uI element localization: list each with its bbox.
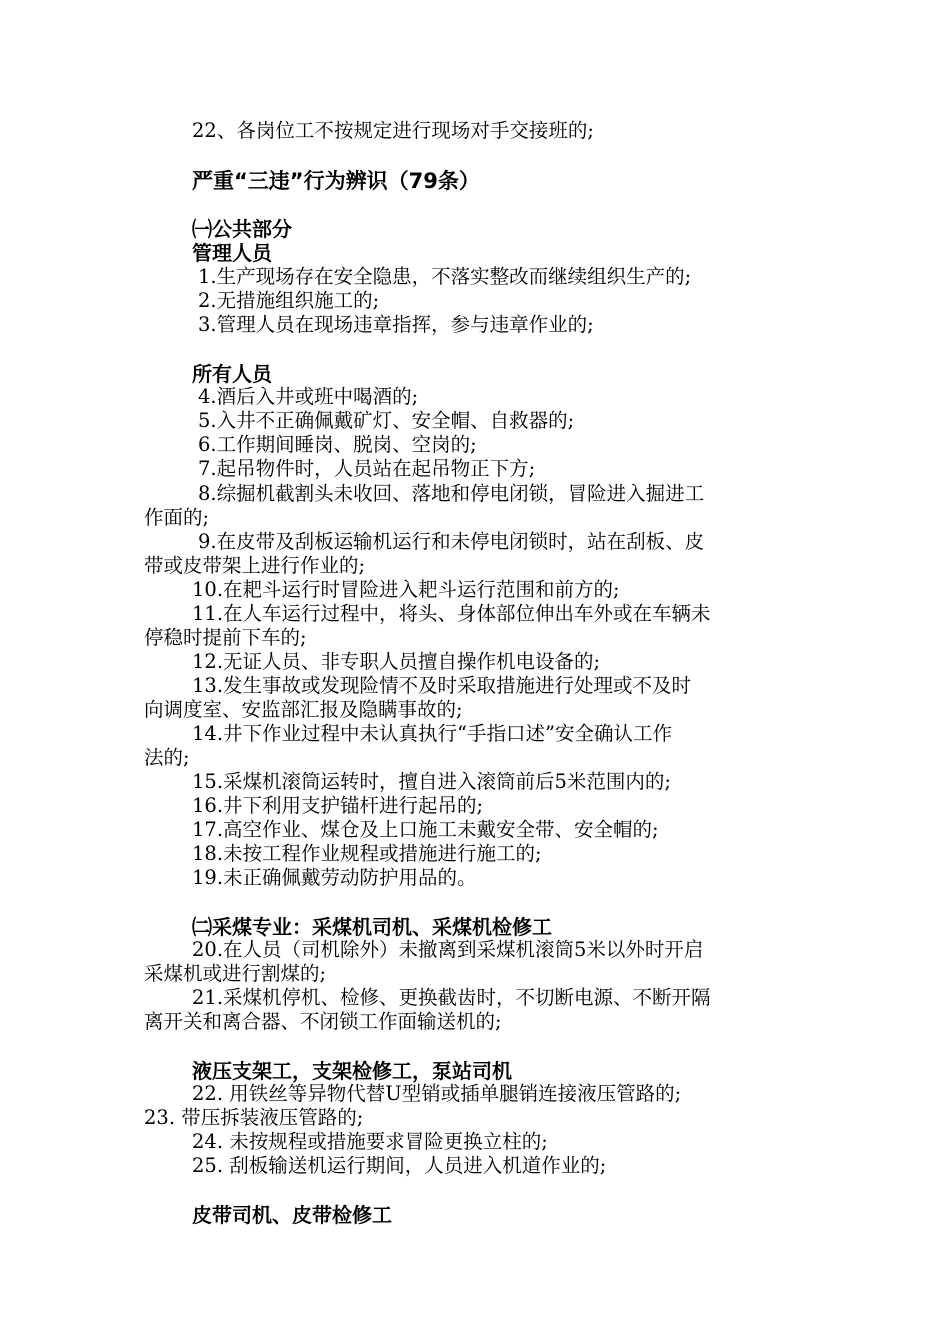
list-item: 20.在人员（司机除外）未撤离到采煤机滚筒5米以外时开启 <box>192 938 704 961</box>
list-item-continuation: 带或皮带架上进行作业的; <box>144 554 366 577</box>
list-item: 11.在人车运行过程中，将头、身体部位伸出车外或在车辆未 <box>192 602 711 625</box>
list-item: 24. 未按规程或措施要求冒险更换立柱的; <box>192 1130 548 1153</box>
subsection-heading: 皮带司机、皮带检修工 <box>192 1203 392 1227</box>
list-item: 16.井下利用支护锚杆进行起吊的; <box>192 794 484 817</box>
list-item-continuation: 向调度室、安监部汇报及隐瞒事故的; <box>144 698 463 721</box>
list-item: 5.入井不正确佩戴矿灯、安全帽、自救器的; <box>198 409 575 432</box>
list-item: 2.无措施组织施工的; <box>198 289 380 312</box>
list-item: 6.工作期间睡岗、脱岗、空岗的; <box>198 433 477 456</box>
section-heading: ㈠公共部分 <box>192 217 292 241</box>
list-item: 4.酒后入井或班中喝酒的; <box>198 385 419 408</box>
section-heading: ㈡采煤专业：采煤机司机、采煤机检修工 <box>192 915 552 939</box>
list-item: 12.无证人员、非专职人员擅自操作机电设备的; <box>192 650 601 673</box>
subsection-heading: 管理人员 <box>192 241 272 265</box>
list-item-continuation: 停稳时提前下车的; <box>144 626 307 649</box>
section-title: 严重“三违”行为辨识（79条） <box>192 169 480 193</box>
list-item: 7.起吊物件时，人员站在起吊物正下方; <box>198 457 536 480</box>
list-item: 25. 刮板输送机运行期间，人员进入机道作业的; <box>192 1154 607 1177</box>
list-item: 14.井下作业过程中未认真执行“手指口述”安全确认工作 <box>192 722 672 745</box>
list-item: 1.生产现场存在安全隐患，不落实整改而继续组织生产的; <box>198 265 692 288</box>
list-item: 18.未按工程作业规程或措施进行施工的; <box>192 842 542 865</box>
list-item: 15.采煤机滚筒运转时，擅自进入滚筒前后5米范围内的; <box>192 770 671 793</box>
list-item: 23. 带压拆装液压管路的; <box>144 1106 364 1129</box>
list-item: 10.在耙斗运行时冒险进入耙斗运行范围和前方的; <box>192 578 620 601</box>
list-item: 3.管理人员在现场违章指挥，参与违章作业的; <box>198 313 594 336</box>
list-item: 19.未正确佩戴劳动防护用品的。 <box>192 866 477 889</box>
subsection-heading: 所有人员 <box>192 362 272 386</box>
list-item: 13.发生事故或发现险情不及时采取措施进行处理或不及时 <box>192 674 692 697</box>
list-item: 9.在皮带及刮板运输机运行和未停电闭锁时，站在刮板、皮 <box>198 530 705 553</box>
list-item-continuation: 离开关和离合器、不闭锁工作面输送机的; <box>144 1010 502 1033</box>
text-line: 22、各岗位工不按规定进行现场对手交接班的; <box>192 119 594 142</box>
list-item-continuation: 采煤机或进行割煤的; <box>144 962 327 985</box>
list-item: 8.综掘机截割头未收回、落地和停电闭锁，冒险进入掘进工 <box>198 482 705 505</box>
list-item: 22. 用铁丝等异物代替U型销或插单腿销连接液压管路的; <box>192 1082 682 1105</box>
list-item: 21.采煤机停机、检修、更换截齿时，不切断电源、不断开隔 <box>192 986 711 1009</box>
subsection-heading: 液压支架工，支架检修工，泵站司机 <box>192 1059 512 1083</box>
list-item-continuation: 法的; <box>144 746 190 769</box>
list-item-continuation: 作面的; <box>144 506 210 529</box>
list-item: 17.高空作业、煤仓及上口施工未戴安全带、安全帽的; <box>192 818 659 841</box>
